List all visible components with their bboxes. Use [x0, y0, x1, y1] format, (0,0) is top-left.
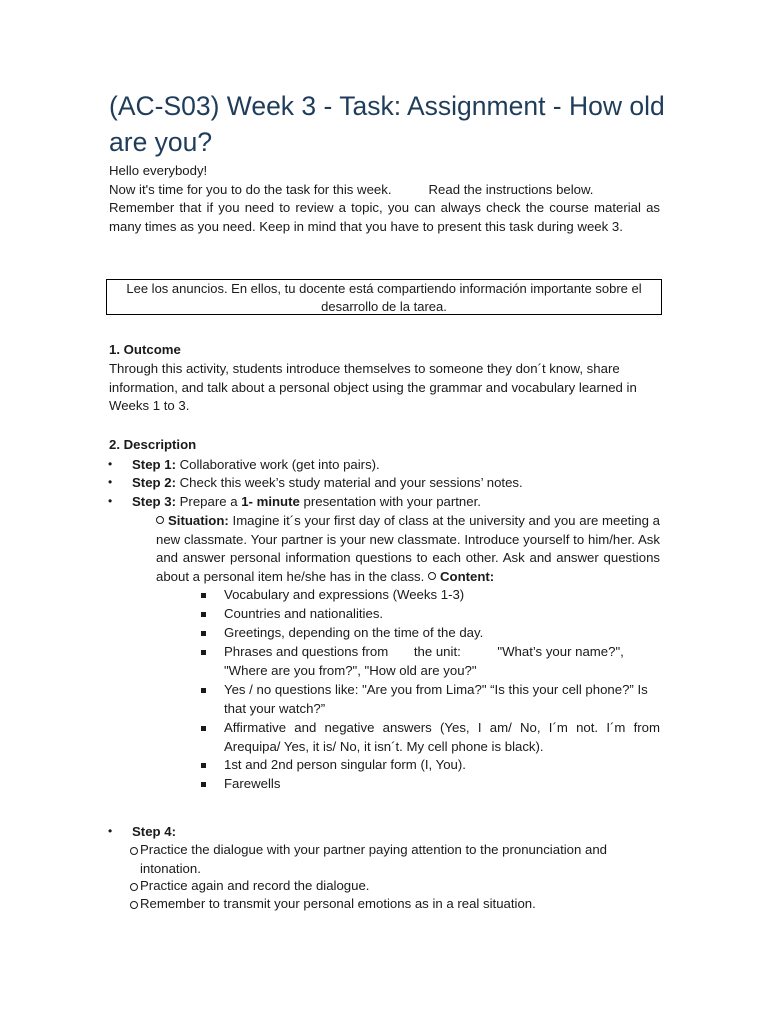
content-label: Content:	[439, 568, 495, 584]
step-2	[132, 474, 523, 493]
step-4-item-text: Practice the dialogue with your partner paying attention to the pronunciation and intonation.	[140, 842, 607, 876]
content-item: Vocabulary and expressions (Weeks 1-3)	[224, 587, 465, 602]
square-bullet-icon	[201, 650, 206, 655]
square-bullet-icon	[201, 763, 206, 768]
situation-block	[156, 512, 660, 586]
intro-body: Remember that if you need to review a topic, you can always check the course material as many times as you need. Keep in mind that you have to present this task during week 3.	[109, 200, 660, 234]
circle-bullet-icon	[156, 516, 164, 524]
step-3-label: Step 3:	[132, 494, 176, 509]
greeting: Hello everybody!	[109, 163, 208, 178]
circle-bullet-icon	[130, 901, 138, 909]
square-bullet-icon	[201, 688, 206, 693]
step-3	[132, 493, 481, 512]
step-4-item	[130, 841, 660, 878]
square-bullet-icon	[201, 726, 206, 731]
step-4-item-text: Practice again and record the dialogue.	[140, 878, 370, 893]
square-bullet-icon	[201, 631, 206, 636]
circle-bullet-icon	[428, 572, 436, 580]
situation-text: Imagine it´s your first day of class at the university and you are meeting a new classmate. Your partner is your new classmate. Introduce yourself to him/her. Ask and answer personal information questions to each other. Ask and answer questions about a personal item he/she has in the class.	[156, 513, 660, 584]
bullet-icon: •	[108, 494, 113, 508]
content-item: 1st and 2nd person singular form (I, You).	[224, 757, 466, 772]
content-item: Phrases and questions from the unit: "What’s your name?", "Where are you from?", "How old are you?"	[224, 644, 628, 678]
step-2-text: Check this week’s study material and your sessions’ notes.	[175, 475, 523, 490]
step-4-item	[130, 877, 660, 896]
step-1	[132, 456, 380, 475]
content-item: Affirmative and negative answers (Yes, I am/ No, I´m not. I´m from Arequipa/ Yes, it is/ No, it isn´t. My cell phone is black).	[224, 720, 660, 754]
bullet-icon: •	[108, 457, 113, 471]
step-3-text-b: presentation with your partner.	[299, 494, 481, 509]
intro-line1-a: Now it's time for you to do the task for this week.	[109, 182, 392, 197]
square-bullet-icon	[201, 593, 206, 598]
content-item: Countries and nationalities.	[224, 606, 384, 621]
circle-bullet-icon	[130, 883, 138, 891]
circle-bullet-icon	[130, 847, 138, 855]
bullet-icon: •	[108, 824, 113, 838]
step-4-label: Step 4:	[132, 824, 176, 839]
step-3-bold: 1- minute	[241, 494, 300, 509]
square-bullet-icon	[201, 782, 206, 787]
content-item: Yes / no questions like: "Are you from Lima?" “Is this your cell phone?” Is that your watch?”	[224, 682, 648, 716]
situation-label: Situation:	[168, 513, 229, 528]
step-1-text: Collaborative work (get into pairs).	[175, 457, 380, 472]
bullet-icon: •	[108, 475, 113, 489]
page-title: (AC-S03) Week 3 - Task: Assignment - How old are you?	[109, 91, 665, 157]
step-1-label: Step 1:	[132, 457, 176, 472]
step-4	[132, 823, 176, 842]
intro-line1-b: Read the instructions below.	[428, 182, 594, 197]
step-3-text-a: Prepare a	[175, 494, 242, 509]
notice-box: Lee los anuncios. En ellos, tu docente está compartiendo información importante sobre el desarrollo de la tarea.	[106, 279, 662, 315]
content-item: Greetings, depending on the time of the day.	[224, 625, 484, 640]
step-2-label: Step 2:	[132, 475, 176, 490]
intro-line1	[109, 181, 660, 200]
outcome-text: Through this activity, students introduce themselves to someone they don´t know, share information, and talk about a personal object using the grammar and vocabulary learned in Weeks 1 to 3.	[109, 361, 637, 414]
step-4-item-text: Remember to transmit your personal emotions as in a real situation.	[140, 896, 536, 911]
square-bullet-icon	[201, 612, 206, 617]
step-4-item	[130, 895, 660, 914]
outcome-heading: 1. Outcome	[109, 342, 181, 357]
description-heading: 2. Description	[109, 437, 197, 452]
content-item: Farewells	[224, 776, 281, 791]
